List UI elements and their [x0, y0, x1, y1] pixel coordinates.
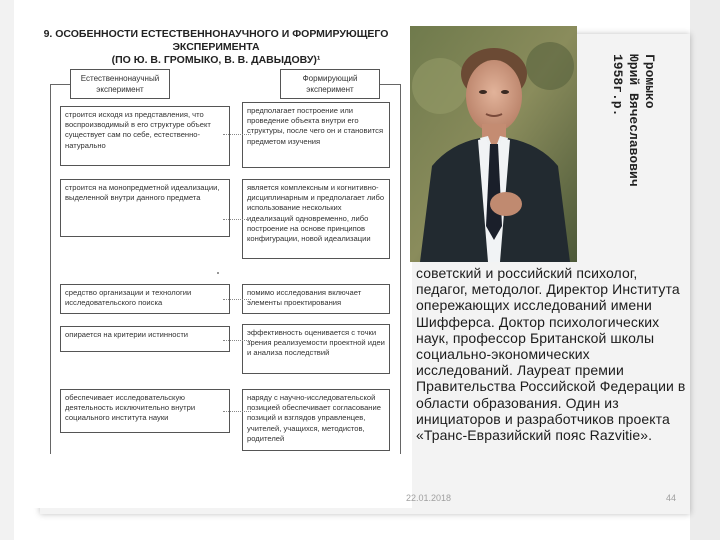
left-box-2: строится на монопредметной идеализации, выделенной внутри данного предмета [60, 179, 230, 237]
diagram-image [20, 14, 412, 508]
left-box-1: строится исходя из представления, что воспроизводимый в его структуре объект существует сам по себе, естественно-натурально [60, 106, 230, 166]
dotted-link [223, 299, 251, 300]
caption-name: Юрий Вячеславович [626, 54, 641, 187]
dotted-link [223, 411, 251, 412]
right-box-4: эффективность оценивается с точки зрения реализуемости проектной идеи и анализа последствий [242, 324, 390, 374]
dotted-link [223, 134, 251, 135]
right-box-2: является комплексным и когнитивно-дисциплинарным и предполагает либо использование нескольких идеализаций одновременно, либо построение на основе принципов конфигурации, новой идеализации [242, 179, 390, 259]
dotted-link [223, 340, 251, 341]
diagram-title-line2: ЭКСПЕРИМЕНТА [172, 41, 260, 53]
biography-text: советский и российский психолог, педагог, методолог. Директор Института опережающих исследований имени Шифферса. Доктор психологических наук, профессор Британской школы социально-экономических исследований. Лауреат премии Правительства Российской Федерации в области образования. Один из инициаторов и разработчиков проекта «Транс-Евразийский пояс Razvitie». [416, 265, 686, 444]
left-box-4: опирается на критерии истинности [60, 326, 230, 352]
page-edge-right [690, 0, 720, 540]
left-box-3: средство организации и технологии исследовательского поиска [60, 284, 230, 314]
name-caption [579, 52, 659, 242]
slide-number: 44 [666, 493, 677, 503]
page-edge-left [0, 0, 14, 540]
connector [380, 84, 400, 85]
portrait-photo [410, 26, 577, 262]
dotted-link [223, 219, 251, 220]
diagram-title-authors: (ПО Ю. В. ГРОМЫКО, В. В. ДАВЫДОВУ)¹ [111, 54, 321, 66]
left-box-5: обеспечивает исследовательскую деятельность исключительно внутри социального института науки [60, 389, 230, 433]
header-natural-experiment: Естественнонаучный эксперимент [70, 69, 170, 99]
caption-surname: Громыко [642, 54, 657, 109]
right-box-1: предполагает построение или проведение объекта внутри его структуры, после чего он и становится предметом изучения [242, 102, 390, 168]
caption-year: 1958г.р. [610, 54, 625, 117]
header-forming-experiment: Формирующий эксперимент [280, 69, 380, 99]
right-box-3: помимо исследования включает элементы проектирования [242, 284, 390, 314]
diagram-title: 9. ОСОБЕННОСТИ ЕСТЕСТВЕННОНАУЧНОГО И ФОРМИРУЮЩЕГО [43, 28, 389, 40]
connector [50, 84, 70, 85]
right-box-5: наряду с научно-исследовательской позицией обеспечивает согласование позиций и взглядов управленцев, учителей, учащихся, методистов, родителей [242, 389, 390, 451]
connector [400, 84, 401, 454]
scan-dot [217, 272, 219, 274]
connector [50, 84, 51, 454]
slide-date: 22.01.2018 [406, 493, 452, 503]
